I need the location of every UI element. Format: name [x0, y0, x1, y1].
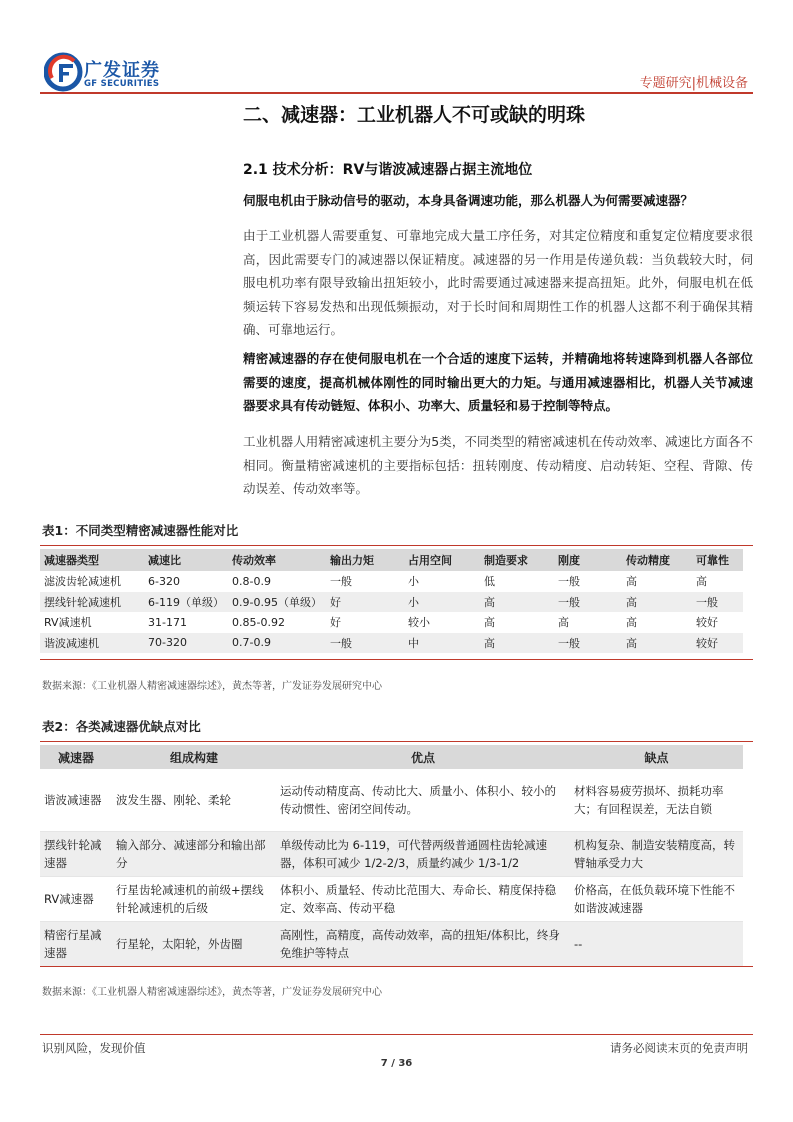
- table-cell: 高: [480, 633, 554, 654]
- table-cell: 一般: [326, 633, 404, 654]
- table-cell: 谐波减速器: [40, 769, 112, 831]
- table-header-cell: 优点: [276, 745, 570, 769]
- table1-bottom-rule: [40, 659, 753, 660]
- table-row: [40, 876, 743, 921]
- table-cell: 一般: [554, 592, 622, 613]
- table-cell: 一般: [557, 575, 580, 589]
- table-cell: RV减速器: [40, 876, 112, 921]
- table-cell: 0.9-0.95（单级）: [228, 592, 326, 613]
- body-paragraph-2: 精密减速器的存在使伺服电机在一个合适的速度下运转，并精确地将转速降到机器人各部位需要的速度，提高机械体刚性的同时输出更大的力矩。与通用减速器相比，机器人关节减速器要求具有传动链短、体积小、功率大、质量轻和易于控制等特点。: [243, 351, 753, 413]
- table1-caption: 表1：不同类型精密减速器性能对比: [42, 523, 239, 538]
- table-header-row: [40, 549, 743, 571]
- table-header-cell: 传动效率: [228, 549, 326, 571]
- table-header-cell: 缺点: [570, 745, 743, 769]
- table-row: [40, 633, 743, 654]
- reducer-pros-cons-table: [40, 745, 743, 967]
- table-row: [40, 571, 743, 592]
- table-cell: 行星齿轮减速机的前级+摆线针轮减速机的后级: [112, 876, 276, 921]
- table-cell: 高: [695, 575, 707, 589]
- page-number: 7 / 36: [380, 1058, 413, 1069]
- table-row: [40, 769, 743, 831]
- table-cell: 高: [557, 616, 569, 630]
- table-cell: 一般: [554, 633, 622, 654]
- table-cell: 31-171: [148, 615, 187, 629]
- table-cell: 高: [625, 575, 637, 589]
- table-header-cell: 传动精度: [622, 549, 692, 571]
- table-header-cell: 减速器类型: [40, 549, 144, 571]
- table-cell: 较好: [695, 616, 718, 630]
- table-cell: 高: [622, 592, 692, 613]
- table-cell: 精密行星减速器: [40, 921, 112, 966]
- table-cell: --: [570, 921, 743, 966]
- body-paragraph-3: 工业机器人用精密减速机主要分为5类，不同类型的精密减速机在传动效率、减速比方面各不相同。衡量精密减速机的主要指标包括：扭转刚度、传动精度、启动转矩、空程、背隙、传动误差、传动效率等。: [243, 434, 753, 496]
- table-cell: 较小: [407, 616, 430, 630]
- table-cell: 0.7-0.9: [228, 633, 326, 654]
- header-divider: [40, 92, 753, 94]
- table1-top-rule: [40, 545, 753, 546]
- report-section-label: 专题研究|机械设备: [639, 76, 748, 91]
- table-cell: 摆线针轮减速器: [40, 831, 112, 876]
- table-cell: 0.85-0.92: [232, 615, 285, 629]
- table-header-cell: 可靠性: [692, 549, 743, 571]
- table2-top-rule: [40, 741, 753, 742]
- table-cell: 较好: [692, 633, 743, 654]
- footer-slogan: 识别风险，发现价值: [42, 1041, 146, 1055]
- table2-source: 数据来源：《工业机器人精密减速器综述》，黄杰等著，广发证券发展研究中心: [42, 987, 382, 998]
- table-cell: 0.8-0.9: [232, 574, 271, 588]
- table-row: [40, 921, 743, 966]
- footer-disclaimer-note: 请务必阅读末页的免责声明: [610, 1041, 748, 1055]
- table-cell: 低: [483, 575, 495, 589]
- table-cell: 一般: [329, 575, 352, 589]
- table-header-cell: 占用空间: [404, 549, 480, 571]
- table-header-cell: 输出力矩: [326, 549, 404, 571]
- table-cell: 高: [625, 616, 637, 630]
- table-row: [40, 592, 743, 613]
- table-cell: 谐波减速机: [40, 633, 144, 654]
- logo-english-text: GF SECURITIES: [84, 79, 160, 89]
- table-cell: 行星轮，太阳轮，外齿圈: [112, 921, 276, 966]
- table2-caption: 表2：各类减速器优缺点对比: [42, 719, 201, 734]
- table-cell: 体积小、质量轻、传动比范围大、寿命长、精度保持稳定、效率高、传动平稳: [276, 876, 570, 921]
- table-cell: 高: [480, 592, 554, 613]
- table-cell: 70-320: [144, 633, 228, 654]
- table-cell: RV减速机: [44, 616, 92, 630]
- table-cell: 6-119（单级）: [144, 592, 228, 613]
- table-header-cell: 减速器: [40, 745, 112, 769]
- section-heading: 二、减速器：工业机器人不可或缺的明珠: [243, 104, 586, 126]
- table-row: [40, 831, 743, 876]
- table-cell: 高: [483, 616, 495, 630]
- body-paragraph-1: 由于工业机器人需要重复、可靠地完成大量工序任务，对其定位精度和重复定位精度要求很高，因此需要专门的减速器以保证精度。减速器的另一作用是传递负载：当负载较大时，伺服电机功率有限导致输出扭矩较小，此时需要通过减速器来提高扭矩。此外，伺服电机在低频运转下容易发热和出现低频振动，对于长时间和周期性工作的机器人这都不利于确保其精确、可靠地运行。: [243, 228, 753, 337]
- table-header-cell: 刚度: [554, 549, 622, 571]
- table-header-cell: 制造要求: [480, 549, 554, 571]
- table-cell: 摆线针轮减速机: [40, 592, 144, 613]
- question-paragraph: 伺服电机由于脉动信号的驱动，本身具备调速功能，那么机器人为何需要减速器？: [243, 193, 694, 208]
- table-cell: 单级传动比为 6-119，可代替两级普通圆柱齿轮减速器，体积可减少 1/2-2/3，质量约减少 1/3-1/2: [276, 831, 570, 876]
- footer-divider: [40, 1034, 753, 1035]
- table-cell: 中: [404, 633, 480, 654]
- reducer-performance-table: [40, 549, 743, 653]
- table-row: [40, 612, 743, 633]
- table-cell: 一般: [692, 592, 743, 613]
- table-header-cell: 减速比: [144, 549, 228, 571]
- table-header-cell: 组成构建: [112, 745, 276, 769]
- subsection-heading: 2.1 技术分析：RV与谐波减速器占据主流地位: [243, 162, 533, 178]
- table-cell: 高: [622, 633, 692, 654]
- table-cell: 高刚性，高精度，高传动效率，高的扭矩/体积比，终身免维护等特点: [276, 921, 570, 966]
- table-cell: 好: [329, 616, 341, 630]
- table-cell: 运动传动精度高、传动比大、质量小、体积小、较小的传动惯性、密闭空间传动。: [276, 769, 570, 831]
- table-cell: 小: [404, 592, 480, 613]
- table-cell: 输入部分、减速部分和输出部分: [112, 831, 276, 876]
- logo-chinese-text: 广发证券: [84, 60, 160, 81]
- table-cell: 小: [407, 575, 419, 589]
- table2-bottom-rule: [40, 966, 753, 967]
- table-cell: 波发生器、刚轮、柔轮: [112, 769, 276, 831]
- table-cell: 滤波齿轮减速机: [44, 575, 121, 589]
- gf-logo-icon: [44, 52, 84, 92]
- table-cell: 好: [326, 592, 404, 613]
- table-cell: 6-320: [148, 574, 180, 588]
- table-cell: 材料容易疲劳损坏、损耗功率大；有回程误差，无法自锁: [570, 769, 743, 831]
- table-header-row: [40, 745, 743, 769]
- table-cell: 机构复杂、制造安装精度高，转臂轴承受力大: [570, 831, 743, 876]
- table-cell: 价格高，在低负载环境下性能不如谐波减速器: [570, 876, 743, 921]
- table1-source: 数据来源：《工业机器人精密减速器综述》，黄杰等著，广发证券发展研究中心: [42, 681, 382, 692]
- company-logo: [44, 52, 174, 92]
